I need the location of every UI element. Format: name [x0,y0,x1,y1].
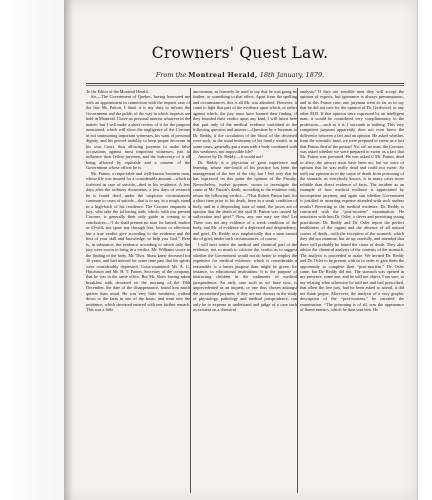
source-prefix: From the [155,71,187,79]
column-paragraph: Sir,—The Government of Quebec, having honoured me with an appointment in connection with the inquest case of the late Mr. Patton, I think it is my duty to inform the Government and the public of the way in which inquests are held in Montreal. I have no personal interest whatever in the matter; but I will make a short review of it for the purpose mentioned, which will show the negligence of the Coroner in not summoning important witnesses, his want of personal dignity, and his proved inability to keep proper decorum in his own Court, thus allowing jurymen to make false accusations against most important witnesses, just to influence their fellow-jurymen, and the indecency of it all being allowed by equitable and a consent of the Government whose officer he is. [86,94,190,171]
header-rule-secondary [86,85,404,86]
column-paragraph: Mr. Patton, a respectable and well-known business man, whose life was insured for a considerable amount—which is forfeited in case of suicide—died in his residence. A few days after the ordinary documents, a few days of research he is found dead, under the suspicion circumstances common to cases of suicide—that is to say, in a rough, stand in a high-back of his residence. The Coroner empanels a jury, who take the following oath, which, with our present Coroner, is generally their only guide in coming to a conclusion:—“I do shall present no man for hatred, malice or ill-will, nor spare any through fear, favour or affection; but a true verdict give according to the evidence and the best of your skill and knowledge, so help you God.” Here is, in substance, the evidence according to which only the jury were sworn to bring in a verdict. Mr. Williams swore to the finding of the body. Mr. Thos. Shaw knew deceased for 16 years, and had noticed for some time past that his spirits were considerably depressed. Cross-examined, Mr. A. C. Hutchison and Mr. H. T. Patton, Secretary of the company, that he was in the same office. But Mr. Shaw having taken breakfast with deceased on the morning of the 18th December, the date of the disappearance, found him much quieter than usual. He was very little breakfast, walked down to the farm in one of the boats, and went into the residence, which deceased entered with one further remark. This was a little [86,170,190,313]
scan-margin [0,0,64,500]
column-paragraph: analysis? If they are sensible men they will accept the opinion of experts, but ignorance is always presumptuous, and in this Patton case, one juryman went so far as to say that he did not care for the opinion of Dr. Girdwood, or any other M.D. If that opinion were expressed by an intelligent man, it would be considered very complimentary to the profession.—such as it is, I succumb to nothing. This very competent jurymen apparently does not even know the difference between a fact and an opinion. He asked whether, from the scientific fund, we were prepared to swear as a fact that Patton died of the poison? No, sir! no man, the Coroner, was asked whether we were prepared to swear as a fact that Mr. Patton was poisoned. He was asked if Mr. Patton, dead or alive, the answer must have been no; but we were of opinion that he was really dead and could not swear. So with our opinion as to the cause of death from poisoning of the stomach, as everybody knows, is in many cases more reliable than direct evidence of facts. The incident as an example of how medical evidence is appreciated by incompetent jurymen, and again suit whether Government is justified in incurring expense attended with such useless results? Reverting to the medical evidence. Dr. Reddy is concurred with the “post-mortem” examination. He associates with him Dr. Osler, a clever and promising young practitioner. Dr. Reddy and Dr. Osler report the perfect healthiness of the organs and the absence of all natural causes of death—with the exception of the stomach, which they did not examine, but tie up carefully, and intended that there will probably be found the cause of death. They also advise the chemical analysis of the contents of the stomach. The analysis is proceeded to make. We invited Dr. Reddy and Dr. Osler to be present with us in order to give them the opportunity to complete their “post-mortem.” Dr. Osler came, but Dr. Reddy did not. The stomach was opened in my presence, some one, and he will not object, I am sure, to my relating what otherwise he told me and had prescribed, that when the live jury, had he been asked to attend, it did not think proper. Moreover, the analysis of a very graphic description of the “post-mortem,” he narrated the examination: “The poisoning is of all, was the appearance of fluent emetics, which he then sent him. He [300,89,404,313]
header-rule [86,83,404,84]
column-divider [190,88,191,493]
column-paragraph: To the Editor of the Montreal Herald. [86,89,149,94]
article-column-1 [86,89,190,493]
article-title: Crowners' Quest Law. [151,44,329,62]
article-column-3 [300,89,404,493]
column-paragraph: uncommon, as formerly he used to say that he was going no further, or something to that effect. Apart from the spelling and circumstances, this is all Mr. was admitted. However, it came to light that part of the evidence upon which, or rather against which, the jury must have framed their finding, if they founded their verdict upon any kind, I will insert here that part only of the medical evidence contained in the following question and answer:—Question by a Juryman to Dr. Reddy, if the circulation of the blood of the deceased were such, as the usual testimony of his family would, as in some cases, generally put a man with a body combined with this weakness, not impossible life? [193,89,297,154]
article-source [64,71,416,79]
source-date: 18th January, 1879. [259,71,325,79]
column-paragraph: Answer by Dr. Reddy.—It would not! [198,154,264,160]
column-paragraph: Dr. Reddy is a physician of great experience and learning, whose one-fourth of his practice has been the management of the free of the city, but I feel very that he has expressed on this point the opinion of the Faculty. Nevertheless, twelve jurymen, sworn to investigate the cause of Mr. Patton’s death, according to the evidence only, return the following verdict:—“That Robert Patton had, for a short time prior to his death, been in a weak condition of body, and in a desponding state of mind, the jurors are of opinion that the death of the said R. Patton was caused by suffocation and grief.” Now, any one may see this! Let There was not any evidence of a weak condition of the body, and Mr. of evidence of a depressed and despondency, and grief, Dr. Reddy says emphatically that a man cannot die of grief, under such circumstances, of course. [193,159,297,242]
source-paper: Montreal Herald, [188,71,258,79]
article-column-2 [193,89,297,493]
column-paragraph: I will next notice the medical and chemical part of the evidence, not so much to criticise the verdict as to suggest whether the Government would not do better to employ the expensive for medical evidence, which is considerable a reasonable to a better purpose than might be given, for instance, to educational institutions. It is the purpose of instructing children in the rudiments of medical jurisprudence. An early case such as we have now, is unprecedented as an inquest, or one thus chosen amongst the ascertained jurymen, if they are not doctors in the study of physiology, pathology and medical jurisprudence, can only be to expense to understand and judge of a case such as existent on a chemical [193,241,297,313]
column-divider [297,88,298,493]
